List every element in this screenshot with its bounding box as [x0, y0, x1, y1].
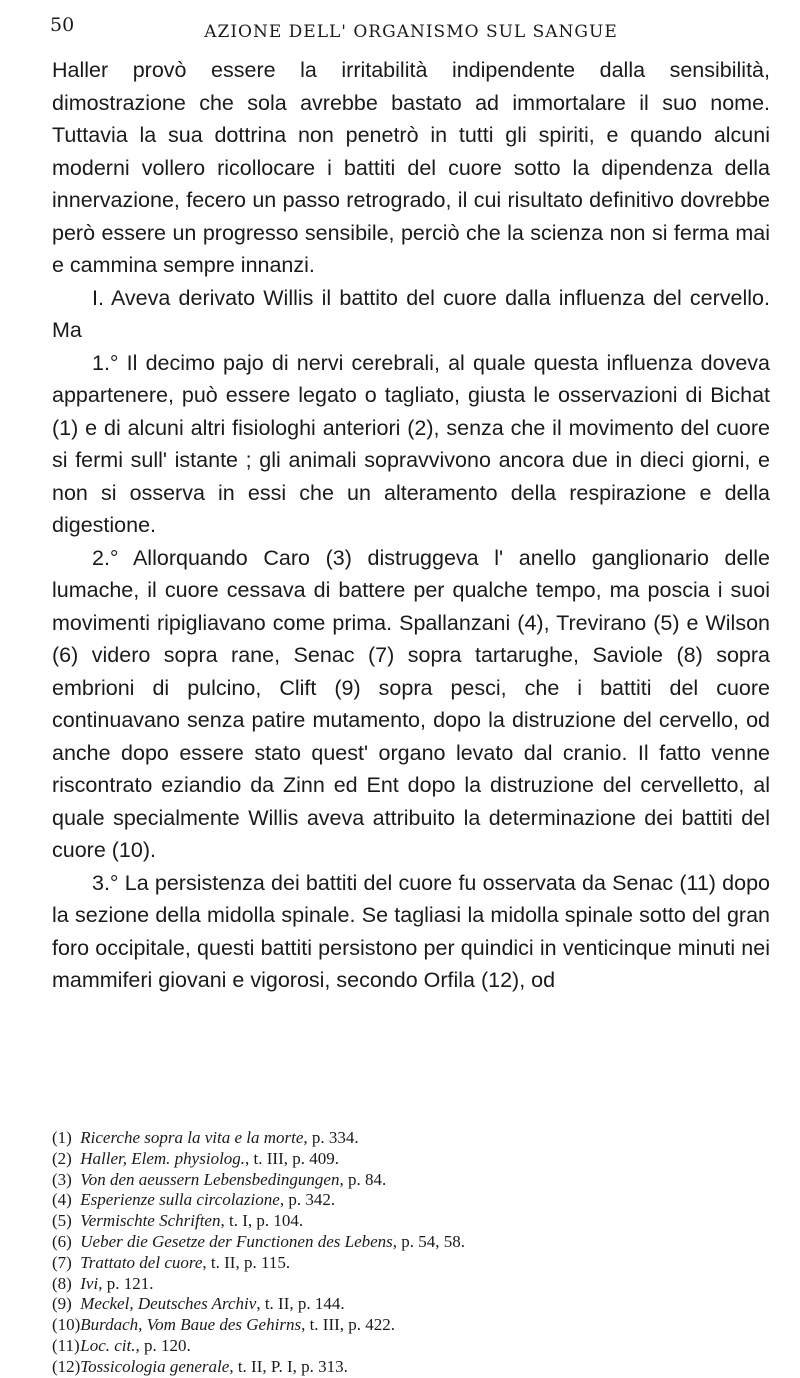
- footnote: (1) Ricerche sopra la vita e la morte, p. 334.: [52, 1128, 359, 1147]
- paragraph-point-3: 3.° La persistenza dei battiti del cuore fu osservata da Senac (11) dopo la sezione della midolla spinale. Se tagliasi la midolla spinale sotto del gran foro occipitale, questi battiti persistono per quindici in venticinque minuti nei mammiferi giovani e vigorosi, secondo Orfila (12), od: [52, 870, 770, 992]
- page-number: 50: [50, 14, 75, 36]
- paragraph-point-1: 1.° Il decimo pajo di nervi cerebrali, al quale questa influenza doveva appartenere, può essere legato o tagliato, giusta le osservazioni di Bichat (1) e di alcuni altri fisiologhi anteriori (2), senza che il movimento del cuore si fermi sull' istante ; gli animali sopravvivono ancora due in dieci giorni, e non si osserva in essi che un alteramento della respirazione e della digestione.: [52, 350, 770, 537]
- body-text: [52, 54, 770, 997]
- footnote: (3) Von den aeussern Lebensbedingungen, p. 84.: [52, 1169, 387, 1189]
- footnote: (9) Meckel, Deutsches Archiv, t. II, p. 144.: [52, 1294, 345, 1314]
- footnote: (4) Esperienze sulla circolazione, p. 342.: [52, 1190, 336, 1210]
- footnotes: [52, 1128, 770, 1378]
- footnote: (5) Vermischte Schriften, t. I, p. 104.: [52, 1211, 304, 1231]
- footnote: (2) Haller, Elem. physiolog., t. III, p. 409.: [52, 1148, 340, 1168]
- footnote: (11) Loc. cit., p. 120.: [52, 1335, 191, 1355]
- running-title: AZIONE DELL' ORGANISMO SUL SANGUE: [204, 22, 618, 42]
- footnote: (12) Tossicologia generale, t. II, P. I, p. 313.: [52, 1356, 348, 1376]
- footnote: (6) Ueber die Gesetze der Functionen des Lebens, p. 54, 58.: [52, 1231, 466, 1251]
- footnote: (8) Ivi, p. 121.: [52, 1273, 154, 1293]
- page-header: [52, 14, 770, 54]
- paragraph-intro: Haller provò essere la irritabilità indipendente dalla sensibilità, dimostrazione che sola avrebbe bastato ad immortalare il suo nome. Tuttavia la sua dottrina non penetrò in tutti gli spiriti, e quando alcuni moderni vollero ricollocare i battiti del cuore sotto la dipendenza della innervazione, fecero un passo retrogrado, il cui risultato definitivo dovrebbe però essere un progresso sensibile, perciò che la scienza non si ferma mai e cammina sempre innanzi.: [52, 58, 770, 277]
- paragraph-willis: I. Aveva derivato Willis il battito del cuore dalla influenza del cervello. Ma: [52, 285, 770, 342]
- paragraph-point-2: 2.° Allorquando Caro (3) distruggeva l' anello ganglionario delle lumache, il cuore cessava di battere per qualche tempo, ma poscia i suoi movimenti ripigliavano come prima. Spallanzani (4), Treviranо (5) e Wilson (6) videro sopra rane, Senac (7) sopra tartarughe, Saviole (8) sopra embrioni di pulcino, Clift (9) sopra pesci, che i battiti del cuore continuavano senza patire mutamento, dopo la distruzione del cervello, od anche dopo essere stato quest' organo levato dal cranio. Il fatto venne riscontrato eziandio da Zinn ed Ent dopo la distruzione del cervelletto, al quale specialmente Willis aveva attribuito la determinazione dei battiti del cuore (10).: [52, 545, 770, 862]
- footnote: (7) Trattato del cuore, t. II, p. 115.: [52, 1252, 291, 1272]
- footnote: (10) Burdach, Vom Baue des Gehirns, t. III, p. 422.: [52, 1315, 396, 1335]
- page: [52, 14, 770, 997]
